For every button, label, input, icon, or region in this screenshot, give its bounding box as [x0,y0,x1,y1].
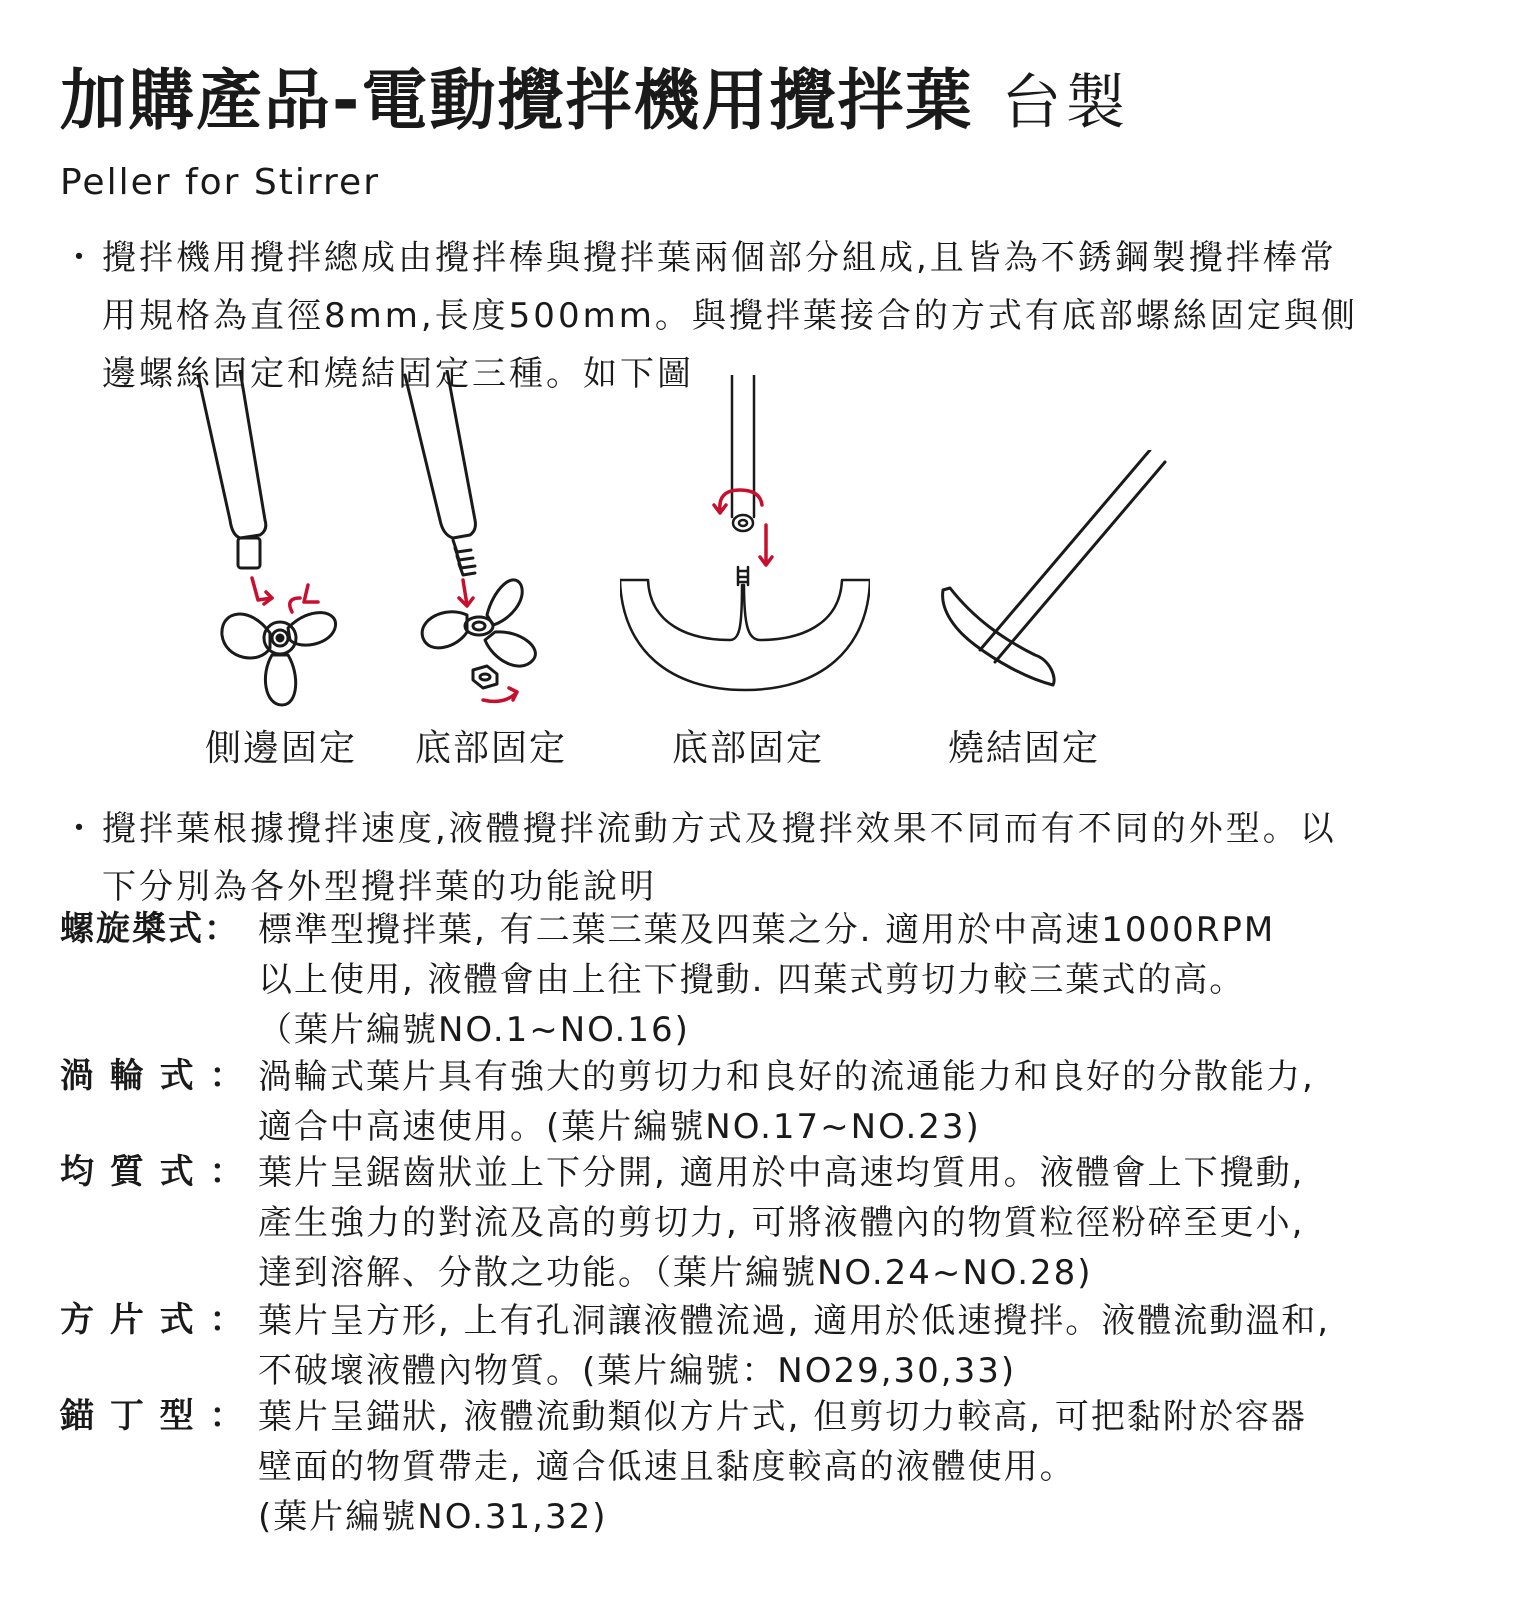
page-subtitle: Peller for Stirrer [60,162,381,203]
type-label: 螺旋槳式： [60,909,240,949]
title-origin-tag: 台製 [1001,68,1130,138]
figure-caption-bottom-fixed-propeller: 底部固定 [415,728,568,769]
type-description: 葉片呈鋸齒狀並上下分開, 適用於中高速均質用。液體會上下攪動, 產生強力的對流及高的剪切力, 可將液體內的物質粒徑粉碎至更小, 達到溶解、分散之功能。（葉片編號NO.24~NO.28) [258,1153,1305,1293]
types-intro-paragraph [62,800,1482,916]
type-description: 標準型攪拌葉, 有二葉三葉及四葉之分. 適用於中高速1000RPM 以上使用, 液體會由上往下攪動. 四葉式剪切力較三葉式的高。 （葉片編號NO.1~NO.16) [258,910,1276,1050]
type-label: 錨 丁 型 ： [60,1396,246,1436]
intro-text: 攪拌機用攪拌總成由攪拌棒與攪拌葉兩個部分組成,且皆為不銹鋼製攪拌棒常 用規格為直徑8mm,長度500mm。與攪拌葉接合的方式有底部螺絲固定與側 邊螺絲固定和燒結固定三種。如下圖 [102,238,1358,394]
type-description: 葉片呈錨狀, 液體流動類似方片式, 但剪切力較高, 可把黏附於容器 壁面的物質帶走, 適合低速且黏度較高的液體使用。 (葉片編號NO.31,32) [258,1397,1307,1537]
figure-caption-side-fixed: 側邊固定 [205,728,358,769]
title-text: 加購產品-電動攪拌機用攪拌葉 [60,62,974,139]
paddle-welded-icon [935,450,1175,690]
type-label: 渦 輪 式 ： [60,1056,246,1096]
type-description: 葉片呈方形, 上有孔洞讓液體流過, 適用於低速攪拌。液體流動溫和, 不破壞液體內物質。(葉片編號：NO29,30,33) [258,1301,1331,1391]
bullet-dot: ・ [62,238,99,278]
type-label: 方 片 式 ： [60,1300,246,1340]
type-description: 渦輪式葉片具有強大的剪切力和良好的流通能力和良好的分散能力, 適合中高速使用。(葉片編號NO.17~NO.23) [258,1057,1315,1147]
anchor-bottom-screw-icon [620,375,870,695]
page-title [60,62,1130,139]
propeller-side-screw-icon [190,370,370,720]
bullet-dot: ・ [62,809,99,849]
types-intro-text: 攪拌葉根據攪拌速度,液體攪拌流動方式及攪拌效果不同而有不同的外型。以 下分別為各外型攪拌葉的功能說明 [102,809,1337,907]
type-label: 均 質 式 ： [60,1152,246,1192]
figure-caption-welded: 燒結固定 [948,728,1101,769]
figure-caption-bottom-fixed-anchor: 底部固定 [672,728,825,769]
propeller-bottom-screw-icon [395,370,570,720]
